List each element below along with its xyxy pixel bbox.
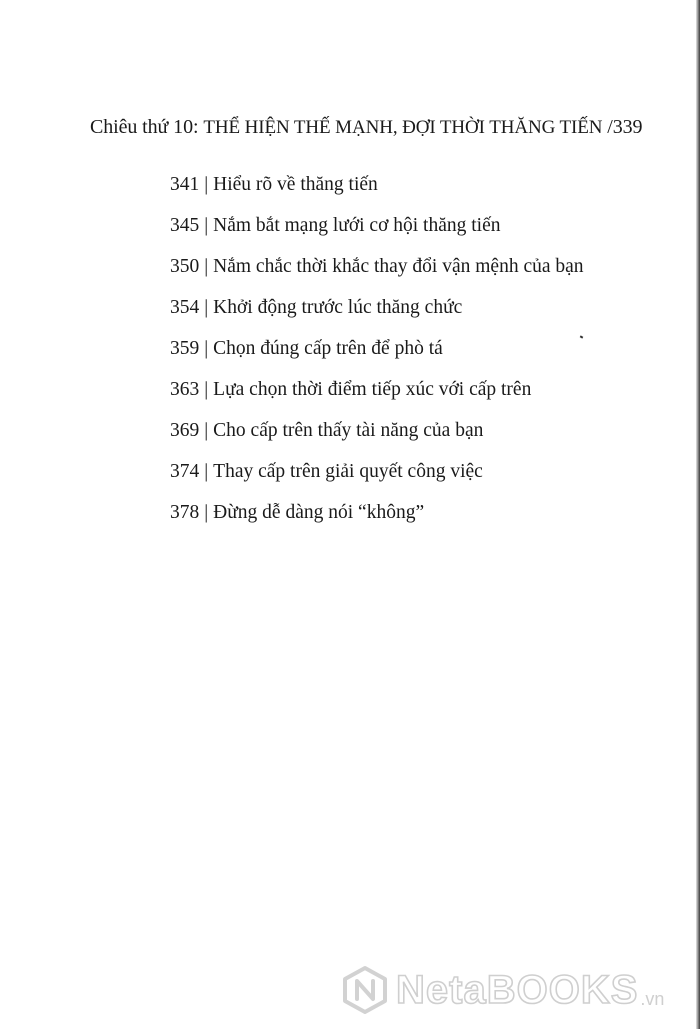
toc-list [170,168,670,537]
toc-separator: | [204,338,209,359]
toc-entry [170,414,670,455]
toc-separator: | [204,174,209,195]
toc-title: Lựa chọn thời điểm tiếp xúc với cấp trên [213,379,532,400]
toc-page-number: 345 [170,215,200,236]
toc-entry [170,291,670,332]
toc-page-number: 363 [170,379,200,400]
toc-page-number: 354 [170,297,200,318]
toc-title: Hiểu rõ về thăng tiến [213,174,378,195]
toc-entry [170,455,670,496]
toc-separator: | [204,297,209,318]
chapter-heading [90,113,690,142]
toc-entry [170,373,670,414]
toc-page-number: 359 [170,338,200,359]
toc-title: Đừng dễ dàng nói “không” [213,502,425,523]
toc-page-number: 341 [170,174,200,195]
toc-title: Cho cấp trên thấy tài năng của bạn [213,420,484,441]
toc-separator: | [204,420,209,441]
toc-title: Thay cấp trên giải quyết công việc [213,461,483,482]
toc-entry [170,209,670,250]
chapter-title: THỂ HIỆN THẾ MẠNH, ĐỢI THỜI THĂNG TIẾN [203,117,603,138]
toc-page-number: 350 [170,256,200,277]
watermark [340,960,690,1020]
netabooks-logo-icon [340,965,390,1015]
toc-separator: | [204,256,209,277]
toc-page-number: 369 [170,420,200,441]
toc-page-number: 378 [170,502,200,523]
toc-entry [170,332,670,373]
chapter-prefix: Chiêu thứ 10: [90,116,204,138]
toc-separator: | [204,461,209,482]
page-edge-shadow [696,0,700,1029]
toc-separator: | [204,215,209,236]
toc-separator: | [204,379,209,400]
toc-title: Nắm chắc thời khắc thay đổi vận mệnh của bạn [213,256,584,277]
watermark-brand: NetaBOOKS [396,967,639,1012]
toc-entry [170,250,670,291]
toc-page-number: 374 [170,461,200,482]
toc-title: Chọn đúng cấp trên để phò tá [213,338,443,359]
toc-separator: | [204,502,209,523]
toc-title: Nắm bắt mạng lưới cơ hội thăng tiến [213,215,501,236]
toc-entry [170,168,670,209]
toc-title: Khởi động trước lúc thăng chức [213,297,463,318]
chapter-page-ref: /339 [602,116,643,138]
watermark-domain: .vn [640,988,665,1009]
toc-entry [170,496,670,537]
